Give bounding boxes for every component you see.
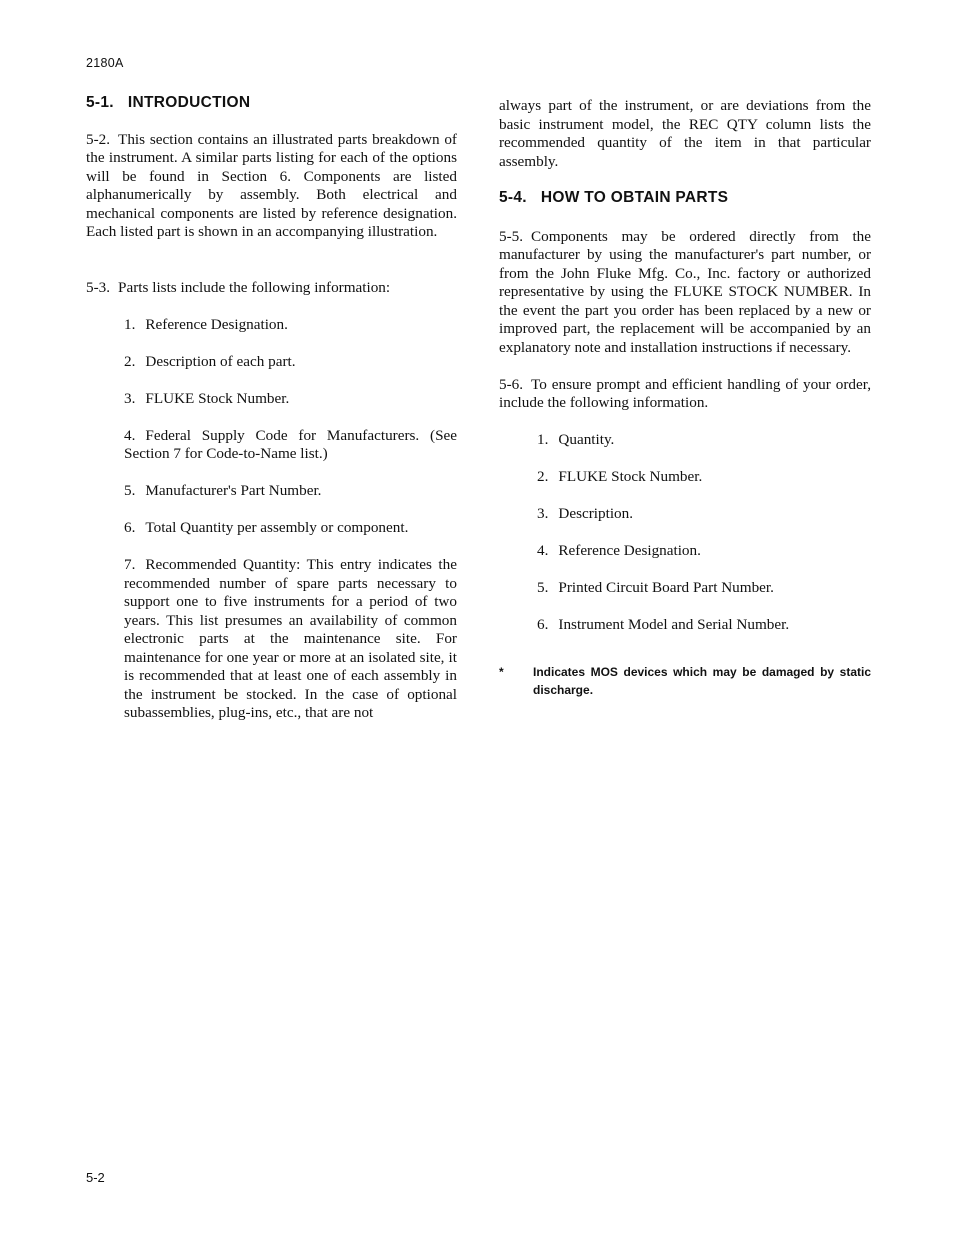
list-text: Description. <box>558 505 634 522</box>
list-number: 1. <box>124 315 136 333</box>
paragraph-number: 5-5. <box>499 227 524 245</box>
continuation-paragraph: always part of the instrument, or are deviations from the basic instrument model, the REC QTY column lists the recommended quantity of the item in that particular assembly. <box>499 97 871 170</box>
list-text: Printed Circuit Board Part Number. <box>558 579 774 596</box>
list-number: 6. <box>537 616 549 633</box>
list-item <box>499 468 871 487</box>
section-heading-obtain-parts <box>499 189 871 208</box>
list-item <box>86 316 457 335</box>
list-item <box>86 427 457 464</box>
list-item <box>86 519 457 538</box>
list-number: 6. <box>124 519 136 536</box>
section-number: 5-1. <box>86 94 114 111</box>
paragraph-5-6 <box>499 376 871 413</box>
list-text: Federal Supply Code for Manufacturers. (See Section 7 for Code-to-Name list.) <box>124 426 457 462</box>
list-number: 3. <box>124 389 136 407</box>
list-item <box>499 431 871 450</box>
list-text: Description of each part. <box>145 352 296 370</box>
asterisk-symbol: * <box>499 664 504 679</box>
list-text: Reference Designation. <box>145 315 288 333</box>
list-text: Recommended Quantity: This entry indicates the recommended number of spare parts necessary to support one to five instruments for a period of two years. This list presumes an availability of common electronic parts at the maintenance site. For maintenance for one year or more at an isolated site, it is recommended that at least one of each assembly in the instrument be stocked. In the case of optional subassemblies, plug-ins, etc., that are not <box>124 556 457 721</box>
paragraph-text: This section contains an illustrated parts breakdown of the instrument. A similar parts listing for each of the options will be found in Section 6. Components are listed alphanumerically by assembly. Both electrical and mechanical components are listed by reference designation. Each listed part is shown in an accompanying illustration. <box>86 130 457 240</box>
list-number: 4. <box>124 426 136 444</box>
info-list <box>86 316 457 723</box>
list-number: 1. <box>537 431 549 448</box>
model-number: 2180A <box>86 56 124 70</box>
paragraph-5-5 <box>499 228 871 358</box>
list-item <box>86 390 457 409</box>
paragraph-text: Parts lists include the following information: <box>118 278 391 296</box>
section-number: 5-4. <box>499 189 527 206</box>
list-text: Reference Designation. <box>558 542 701 559</box>
list-item <box>86 482 457 501</box>
paragraph-5-3 <box>86 279 457 298</box>
list-number: 2. <box>124 352 136 370</box>
list-number: 7. <box>124 556 136 573</box>
paragraph-number: 5-3. <box>86 278 111 296</box>
list-number: 3. <box>537 505 549 522</box>
list-number: 5. <box>537 579 549 596</box>
right-column <box>499 97 871 700</box>
left-column <box>86 94 457 741</box>
note-text: Indicates MOS devices which may be damaged by static discharge. <box>533 664 871 697</box>
order-info-list <box>499 431 871 635</box>
list-item <box>499 616 871 635</box>
list-item <box>86 353 457 372</box>
list-text: Instrument Model and Serial Number. <box>558 616 790 633</box>
section-title: HOW TO OBTAIN PARTS <box>540 189 729 206</box>
list-item <box>86 556 457 723</box>
paragraph-number: 5-2. <box>86 130 111 148</box>
section-heading-introduction <box>86 94 457 113</box>
list-item <box>499 542 871 561</box>
page-number: 5-2 <box>86 1170 105 1185</box>
mos-note <box>499 663 871 700</box>
list-item <box>499 579 871 598</box>
list-number: 4. <box>537 542 549 559</box>
list-item <box>499 505 871 524</box>
list-text: FLUKE Stock Number. <box>145 389 290 407</box>
list-number: 2. <box>537 468 549 485</box>
paragraph-text: To ensure prompt and efficient handling of your order, include the following information. <box>499 375 871 411</box>
list-number: 5. <box>124 482 136 499</box>
list-text: Total Quantity per assembly or component. <box>145 519 409 536</box>
section-title: INTRODUCTION <box>127 94 251 111</box>
list-text: FLUKE Stock Number. <box>558 468 703 485</box>
list-text: Manufacturer's Part Number. <box>145 482 322 499</box>
list-text: Quantity. <box>558 431 615 448</box>
paragraph-text: Components may be ordered directly from the manufacturer by using the manufacturer's part number, or from the John Fluke Mfg. Co., Inc. factory or authorized representative by using the FLUKE STOCK NUMBER. In the event the part you order has been replaced by a new or improved part, the replacement will be accompanied by an explanatory note and installation instructions if necessary. <box>499 227 871 356</box>
paragraph-5-2 <box>86 131 457 242</box>
paragraph-number: 5-6. <box>499 375 524 393</box>
